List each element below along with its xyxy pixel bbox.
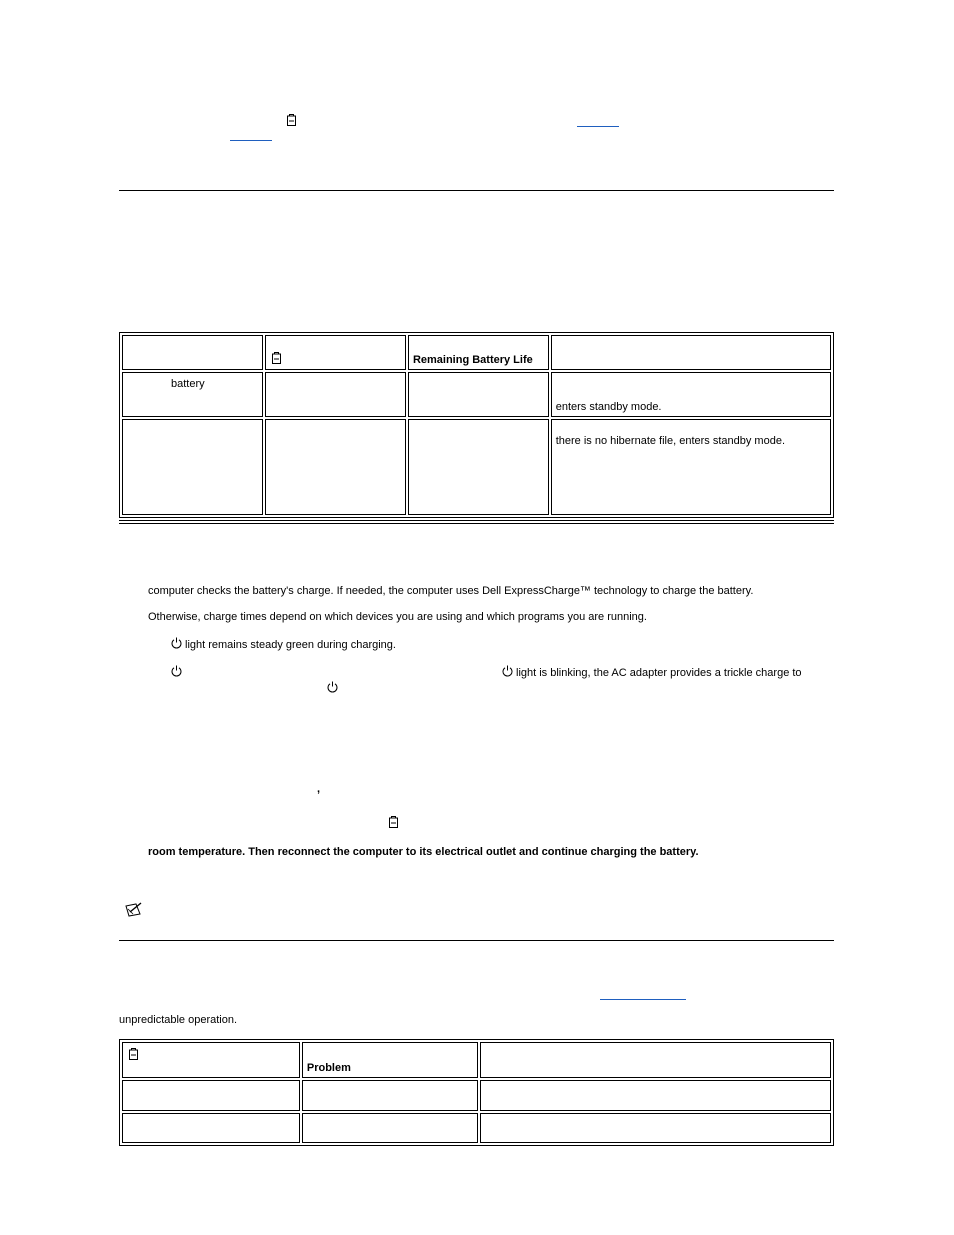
battery-icon [287,114,296,126]
problems-row1-cell-1 [122,1080,300,1111]
section-divider-1 [119,190,834,191]
battery-problems-table [119,1039,834,1146]
charging-blinking-text: light is blinking, the AC adapter provides a trickle charge to [516,667,802,679]
problems-row2-cell-1 [122,1113,300,1143]
stray-comma: , [317,783,321,795]
header-cell-4 [551,335,831,370]
row1-battery-label: battery [122,372,263,417]
header-cell-2 [265,335,406,370]
charging-steady-green-text: light remains steady green during charging. [185,639,396,651]
charging-room-temperature-text: room temperature. Then reconnect the computer to its electrical outlet and continue charging the battery. [148,846,699,858]
problems-row1-cell-2 [302,1080,478,1111]
problems-row2-cell-3 [480,1113,831,1143]
charging-paragraph-2: Otherwise, charge times depend on which devices you are using and which programs you are running. [148,611,647,623]
power-icon [502,665,513,677]
problems-header-cell-1 [122,1042,300,1078]
battery-levels-table [119,332,834,518]
section-divider-2a [119,520,834,521]
row1-standby-text: enters standby mode. [551,372,831,417]
header-cell-1 [122,335,263,370]
problems-row2-cell-2 [302,1113,478,1143]
row1-cell-3 [408,372,549,417]
power-icon [171,665,182,677]
battery-icon [389,816,398,828]
link-underline-3[interactable] [600,999,686,1000]
section-divider-3 [119,940,834,941]
row2-cell-1 [122,419,263,515]
row2-hibernate-text: there is no hibernate file, enters standby mode. [551,419,831,515]
battery-icon [129,1048,138,1060]
problems-header-cell-3 [480,1042,831,1078]
section-divider-2b [119,523,834,524]
row1-cell-2 [265,372,406,417]
problems-row1-cell-3 [480,1080,831,1111]
problems-header-problem: Problem [302,1042,478,1078]
row2-cell-3 [408,419,549,515]
note-pencil-icon [124,902,144,918]
problems-unpredictable-text: unpredictable operation. [119,1014,238,1026]
charging-paragraph-1: computer checks the battery's charge. If needed, the computer uses Dell ExpressCharge™ technology to charge the battery. [148,585,754,597]
link-underline-2[interactable] [230,140,272,141]
power-icon [327,681,338,693]
row2-cell-2 [265,419,406,515]
header-remaining-battery-life: Remaining Battery Life [408,335,549,370]
power-icon [171,637,182,649]
battery-icon [272,352,281,364]
link-underline-1[interactable] [577,126,619,127]
